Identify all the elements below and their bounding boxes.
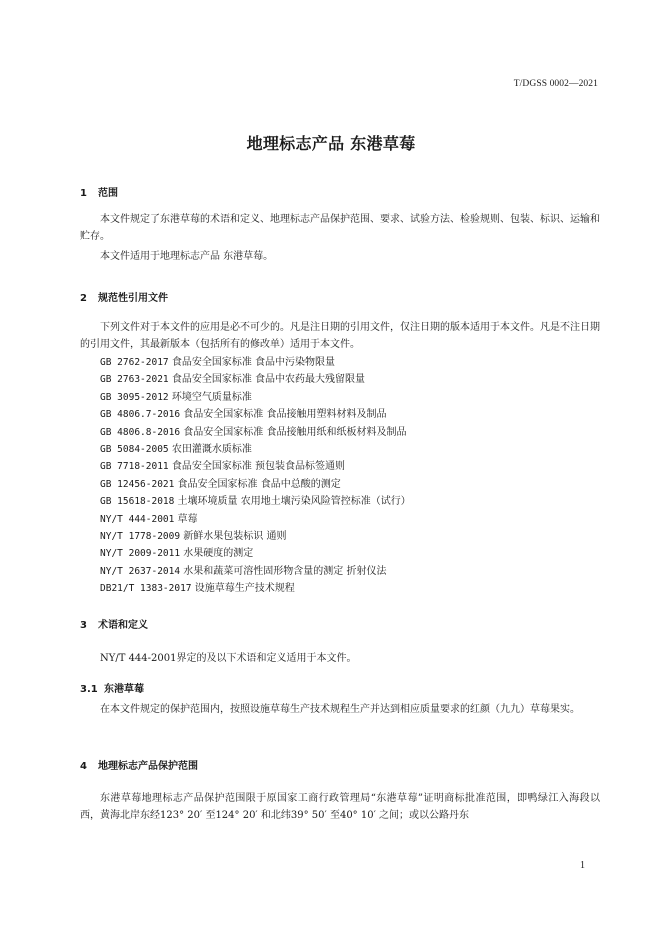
section-heading-normative-references: [80, 289, 168, 304]
reference-code: NY/T 2009-2011: [100, 548, 181, 560]
reference-list: [100, 354, 411, 597]
scope-applicability-paragraph: 本文件适用于地理标志产品 东港草莓。: [100, 251, 274, 262]
section-heading-protection-area: [80, 757, 198, 772]
section-heading-scope: [80, 184, 118, 199]
reference-code: GB 4806.8-2016: [100, 426, 181, 438]
reference-code: GB 2763-2021: [100, 374, 169, 386]
reference-item: [100, 476, 411, 493]
reference-item: [100, 424, 411, 441]
subsection-number: 3.1: [80, 684, 98, 695]
scope-paragraph: 本文件规定了东港草莓的术语和定义、地理标志产品保护范围、要求、试验方法、检验规则、包装、标识、运输和贮存。: [80, 214, 600, 242]
reference-title: 农田灌溉水质标准: [171, 443, 252, 455]
reference-code: GB 3095-2012: [100, 391, 169, 403]
reference-code: NY/T 2637-2014: [100, 565, 181, 577]
protection-area-paragraph: 东港草莓地理标志产品保护范围限于原国家工商行政管理局“东港草莓”证明商标批准范围，即鸭绿江入海段以西，黄海北岸东经123° 20′ 至124° 20′ 和北纬39° 50′ 至40° 10′ 之间；或以公路丹东: [80, 793, 600, 821]
reference-title: 食品安全国家标准 食品中污染物限量: [171, 357, 336, 368]
reference-code: GB 2762-2017: [100, 357, 169, 368]
reference-item: [100, 580, 411, 597]
section-number: 2: [80, 293, 87, 304]
reference-code: GB 12456-2021: [100, 478, 175, 490]
reference-code: DB21/T 1383-2017: [100, 583, 192, 595]
reference-item: [100, 441, 411, 458]
reference-code: GB 15618-2018: [100, 496, 175, 508]
reference-title: 食品安全国家标准 食品接触用纸和纸板材料及制品: [183, 426, 407, 438]
reference-title: 环境空气质量标准: [171, 391, 252, 403]
reference-code: GB 5084-2005: [100, 443, 169, 455]
reference-title: 食品安全国家标准 食品接触用塑料材料及制品: [183, 409, 387, 421]
section-number: 1: [80, 188, 87, 199]
subsection-heading-dongang-strawberry: [80, 680, 144, 695]
reference-item: [100, 528, 411, 545]
reference-code: GB 7718-2011: [100, 461, 169, 473]
reference-item: [100, 458, 411, 475]
section-title: 术语和定义: [98, 620, 148, 631]
section-title: 地理标志产品保护范围: [98, 761, 198, 772]
reference-title: 食品安全国家标准 食品中农药最大残留限量: [171, 374, 366, 386]
reference-item: [100, 493, 411, 510]
reference-item: [100, 545, 411, 562]
reference-item: [100, 406, 411, 423]
term-definition-paragraph: 在本文件规定的保护范围内，按照设施草莓生产技术规程生产并达到相应质量要求的红颜（九九）草莓果实。: [100, 704, 580, 715]
reference-title: 水果硬度的测定: [183, 548, 254, 560]
reference-code: NY/T 444-2001: [100, 513, 175, 525]
section-number: 4: [80, 761, 87, 772]
reference-item: [100, 389, 411, 406]
reference-title: 土壤环境质量 农用地土壤污染风险管控标准（试行）: [177, 496, 411, 508]
section-title: 规范性引用文件: [98, 293, 168, 304]
section-number: 3: [80, 620, 87, 631]
section-heading-terms: [80, 616, 148, 631]
reference-title: 草莓: [177, 513, 198, 525]
reference-code: GB 4806.7-2016: [100, 409, 181, 421]
reference-item: [100, 563, 411, 580]
reference-code: NY/T 1778-2009: [100, 530, 181, 542]
reference-item: [100, 511, 411, 528]
reference-title: 食品安全国家标准 预包装食品标签通则: [171, 461, 346, 473]
reference-title: 新鲜水果包装标识 通则: [183, 530, 287, 542]
reference-title: 食品安全国家标准 食品中总酸的测定: [177, 478, 341, 490]
reference-item: [100, 371, 411, 388]
subsection-title: 东港草莓: [104, 684, 144, 695]
reference-title: 水果和蔬菜可溶性固形物含量的测定 折射仪法: [183, 565, 387, 577]
page-number: 1: [580, 860, 585, 871]
document-title: 地理标志产品 东港草莓: [246, 134, 416, 153]
reference-title: 设施草莓生产技术规程: [194, 583, 295, 595]
document-code: T/DGSS 0002—2021: [513, 79, 598, 89]
reference-item: [100, 354, 411, 371]
terms-intro-paragraph: NY/T 444-2001界定的及以下术语和定义适用于本文件。: [100, 653, 357, 664]
references-intro-paragraph: 下列文件对于本文件的应用是必不可少的。凡是注日期的引用文件，仅注日期的版本适用于本文件。凡是不注日期的引用文件，其最新版本（包括所有的修改单）适用于本文件。: [80, 322, 600, 350]
section-title: 范围: [98, 188, 118, 199]
